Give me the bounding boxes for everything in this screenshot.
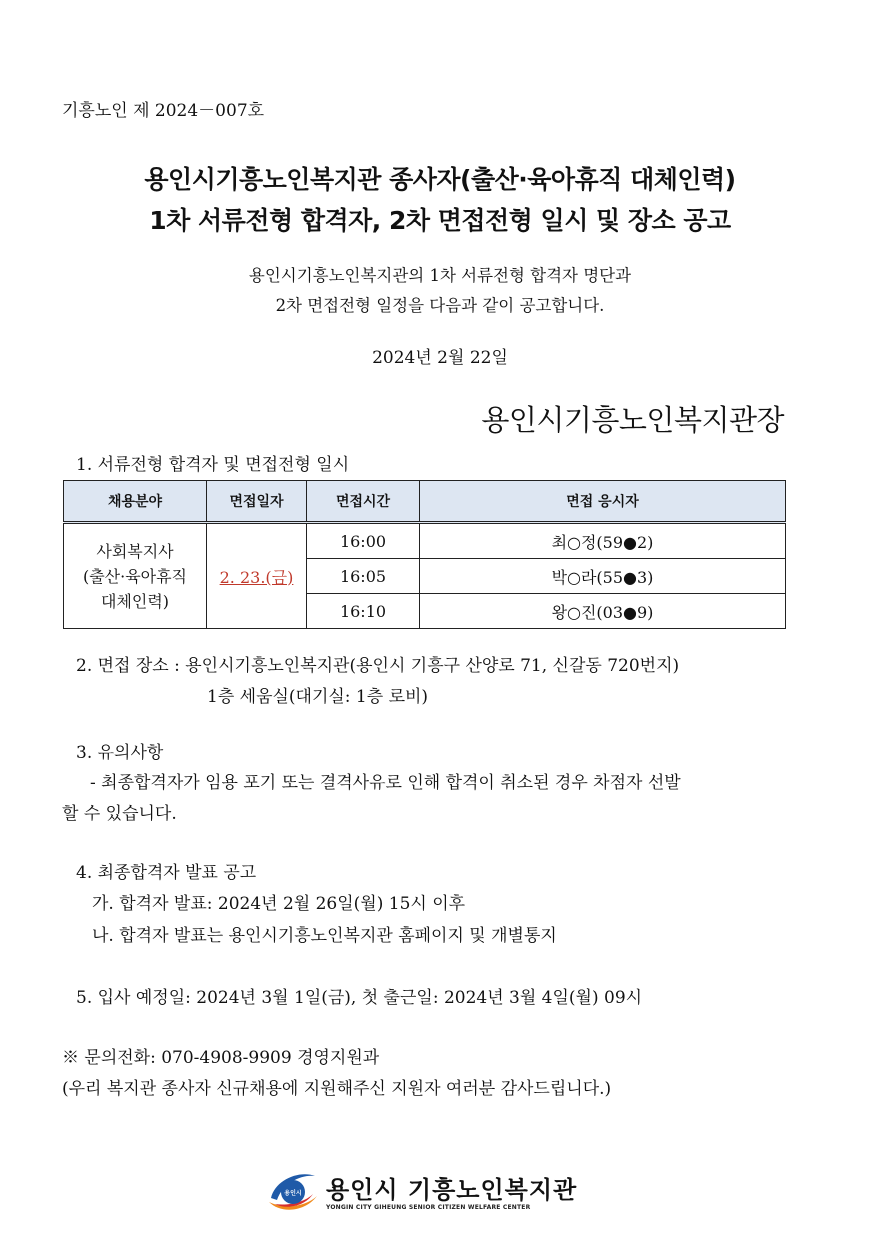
emblem-text: 용인시 [284,1190,302,1197]
applicant-name: 최○정(59●2) [420,523,786,559]
field-line: 대체인력) [100,591,170,611]
section2-line-2: 1층 세움실(대기실: 1층 로비) [207,687,429,707]
section5-line: 5. 입사 예정일: 2024년 3월 1일(금), 첫 출근일: 2024년 3월 4일(월) 09시 [76,988,643,1008]
interview-date-cell [207,523,307,629]
announcement-date: 2024년 2월 22일 [372,348,508,368]
field-line: (출산·육아휴직 [82,566,188,586]
section4-item-a: 가. 합격자 발표: 2024년 2월 26일(월) 15시 이후 [92,894,466,914]
contact-phone: ※ 문의전화: 070-4908-9909 경영지원과 [62,1048,380,1068]
title-line-2: 1차 서류전형 합격자, 2차 면접전형 일시 및 장소 공고 [149,206,731,235]
section4-item-b: 나. 합격자 발표는 용인시기흥노인복지관 홈페이지 및 개별통지 [92,926,557,946]
title-line-1: 용인시기흥노인복지관 종사자(출산·육아휴직 대체인력) [144,165,736,194]
interview-date: 2. 23.(금) [219,567,294,587]
section4-heading: 4. 최종합격자 발표 공고 [76,863,257,883]
section1-heading: 1. 서류전형 합격자 및 면접전형 일시 [76,455,350,475]
thanks-note: (우리 복지관 종사자 신규채용에 지원해주신 지원자 여러분 감사드립니다.) [62,1079,612,1099]
column-header: 면접시간 [307,481,420,523]
interview-schedule-table [63,480,786,629]
logo-subtitle: YONGIN CITY GIHEUNG SENIOR CITIZEN WELFARE CENTER [326,1204,531,1211]
applicant-name: 왕○진(03●9) [420,594,786,629]
column-header: 채용분야 [64,481,207,523]
section2-line-1: 2. 면접 장소 : 용인시기흥노인복지관(용인시 기흥구 산양로 71, 신갈동 720번지) [76,656,680,676]
interview-time: 16:10 [307,594,420,629]
column-header: 면접 응시자 [420,481,786,523]
section3-heading: 3. 유의사항 [76,743,164,763]
recruitment-field-cell [64,523,207,629]
column-header: 면접일자 [207,481,307,523]
section3-line-1: - 최종합격자가 임용 포기 또는 결격사유로 인해 합격이 취소된 경우 차점자 선발 [90,773,681,793]
document-number: 기흥노인 제 2024－007호 [62,101,265,121]
intro-line-2: 2차 면접전형 일정을 다음과 같이 공고합니다. [275,296,605,315]
signature: 용인시기흥노인복지관장 [481,403,784,437]
table-row [64,523,786,559]
section3-line-2: 할 수 있습니다. [62,804,177,824]
emblem-icon [265,1166,321,1216]
field-line: 사회복지사 [96,541,174,561]
applicant-name: 박○라(55●3) [420,559,786,594]
logo-name: 용인시 기흥노인복지관 [326,1176,578,1204]
interview-time: 16:05 [307,559,420,594]
intro-line-1: 용인시기흥노인복지관의 1차 서류전형 합격자 명단과 [248,266,632,285]
table-header-row [64,481,786,523]
interview-time: 16:00 [307,523,420,559]
